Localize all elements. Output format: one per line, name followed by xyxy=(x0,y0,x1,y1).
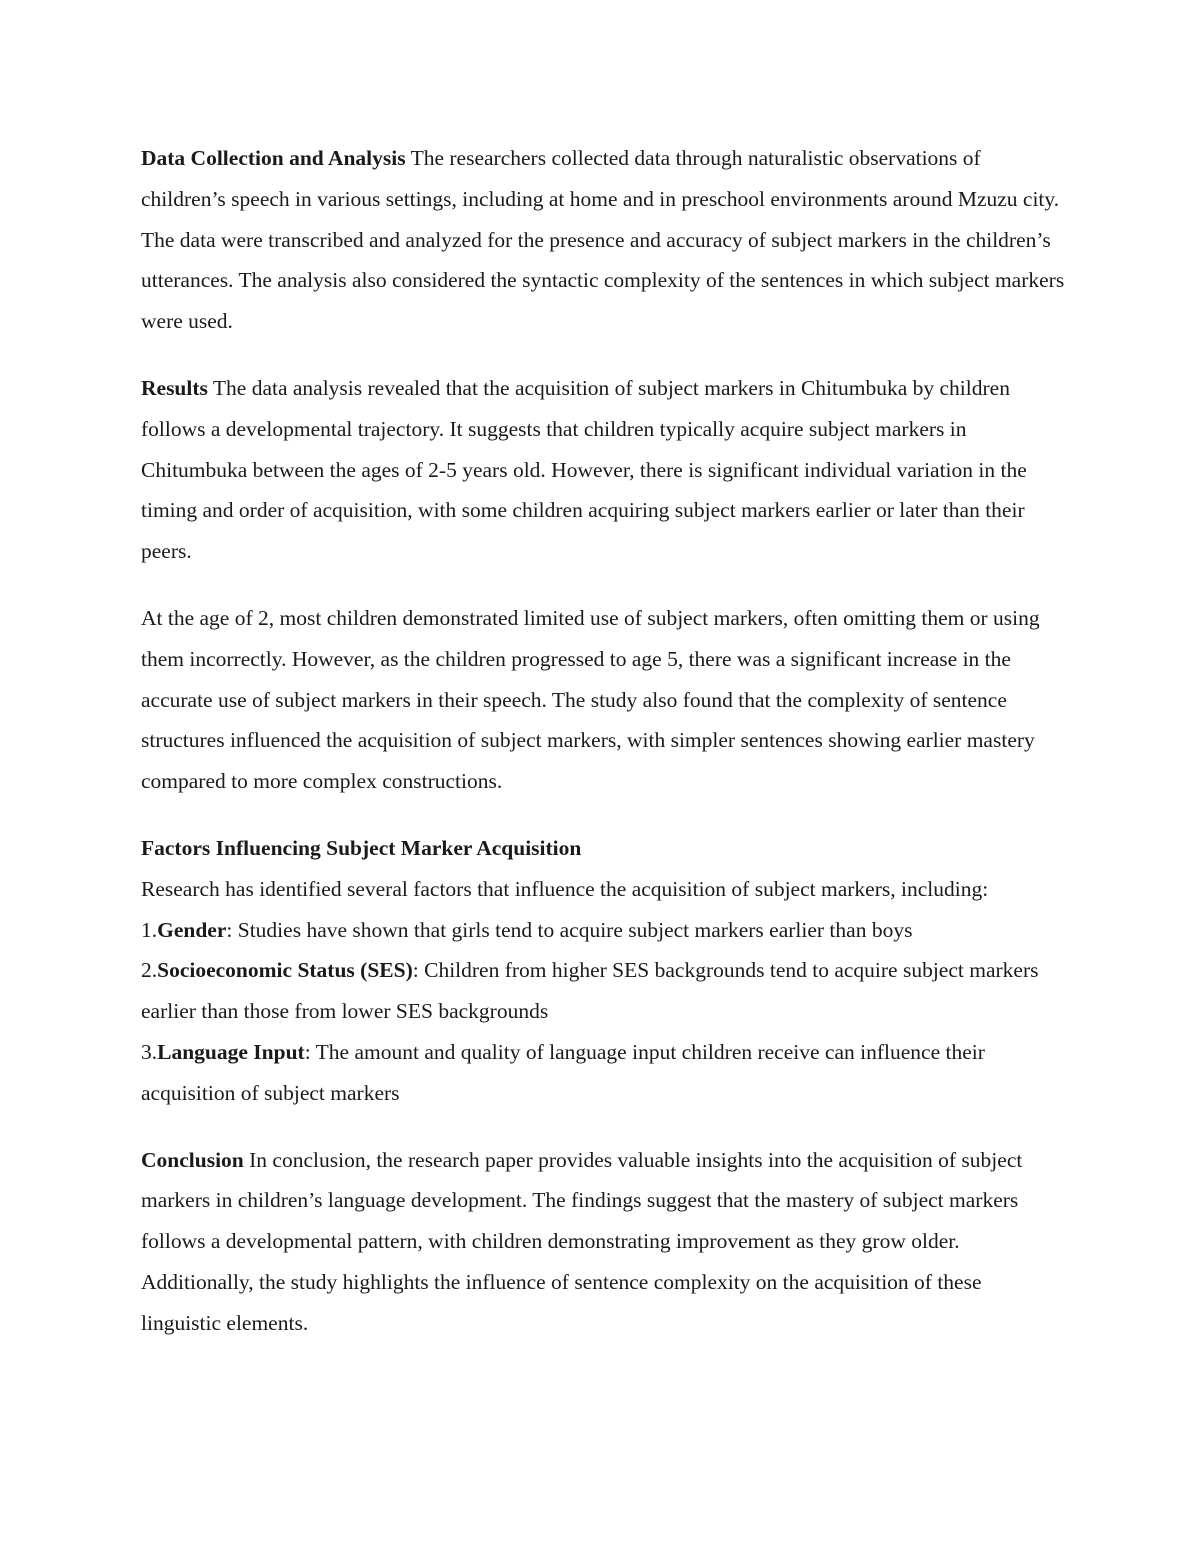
data-collection-heading: Data Collection and Analysis xyxy=(141,146,406,170)
list-item xyxy=(141,910,1066,951)
list-item-text: : Children from higher SES backgrounds tend to acquire subject markers earlier than those from lower SES backgrounds xyxy=(141,958,1039,1024)
factors-intro: Research has identified several factors that influence the acquisition of subject markers, including: xyxy=(141,876,989,901)
data-collection-paragraph xyxy=(141,138,1066,342)
list-item-text: : The amount and quality of language input children receive can influence their acquisition of subject markers xyxy=(141,1039,985,1105)
results-paragraph xyxy=(141,368,1066,572)
conclusion-text: In conclusion, the research paper provides valuable insights into the acquisition of subject markers in children’s language development. The findings suggest that the mastery of subject markers follows a developmental pattern, with children demonstrating improvement as they grow older. Additionally, the study highlights the influence of sentence complexity on the acquisition of these linguistic elements. xyxy=(141,1147,1023,1335)
factors-section xyxy=(141,828,1066,1114)
list-item-term: Socioeconomic Status (SES) xyxy=(157,958,413,983)
results-heading: Results xyxy=(141,375,208,400)
list-item xyxy=(141,950,1066,1032)
list-item-number: 3. xyxy=(141,1039,158,1064)
results-detail-text: At the age of 2, most children demonstrated limited use of subject markers, often omitting them or using them incorrectly. However, as the children progressed to age 5, there was a significant increase in the accurate use of subject markers in their speech. The study also found that the complexity of sentence structures influenced the acquisition of subject markers, with simpler sentences showing earlier mastery compared to more complex constructions. xyxy=(141,605,1040,794)
results-text: The data analysis revealed that the acquisition of subject markers in Chitumbuka by children follows a developmental trajectory. It suggests that children typically acquire subject markers in Chitumbuka between the ages of 2-5 years old. However, there is significant individual variation in the timing and order of acquisition, with some children acquiring subject markers earlier or later than their peers. xyxy=(141,375,1027,564)
factors-heading: Factors Influencing Subject Marker Acquisition xyxy=(141,835,582,860)
results-detail-paragraph xyxy=(141,598,1066,802)
conclusion-paragraph xyxy=(141,1140,1066,1344)
list-item-text: : Studies have shown that girls tend to acquire subject markers earlier than boys xyxy=(226,917,913,942)
document-body xyxy=(141,138,1066,1370)
list-item-term: Gender xyxy=(157,917,227,942)
list-item-number: 2. xyxy=(141,958,158,983)
conclusion-heading: Conclusion xyxy=(141,1147,244,1172)
data-collection-text: The researchers collected data through naturalistic observations of children’s speech in various settings, including at home and in preschool environments around Mzuzu city. The data were transcribed and analyzed for the presence and accuracy of subject markers in the children’s utterances. The analysis also considered the syntactic complexity of the sentences in which subject markers were used. xyxy=(141,146,1065,334)
list-item-number: 1. xyxy=(141,917,158,942)
list-item-term: Language Input xyxy=(157,1039,305,1064)
list-item xyxy=(141,1032,1066,1114)
